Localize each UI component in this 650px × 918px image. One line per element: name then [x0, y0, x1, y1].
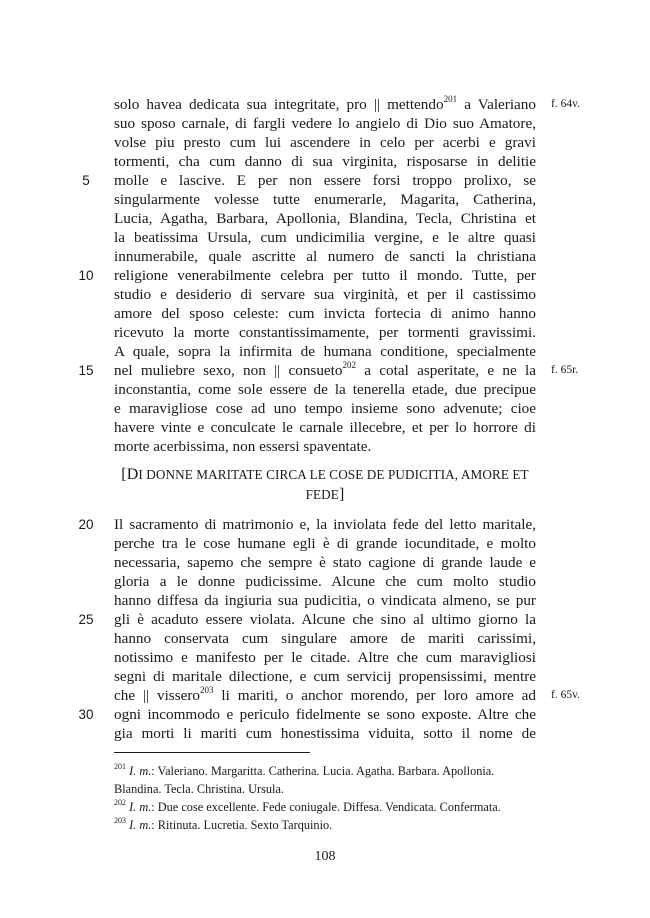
text-line: necessaria, sapemo che sempre è stato cagione di grande laude e: [114, 554, 536, 571]
text-line: molle e lascive. E per non essere forsi troppo prolixo, se: [114, 172, 536, 189]
text-line: singularmente volesse tutte enumerarle, Magarita, Catherina,: [114, 191, 536, 208]
footnote-ref[interactable]: 202: [342, 359, 356, 370]
line-number: 25: [78, 612, 94, 627]
text-line: la beatissima Ursula, cum undicimilia vergine, e le altre quasi: [114, 229, 536, 246]
folio-marker: f. 65r.: [551, 364, 579, 376]
section-heading-line-2: FEDE]: [305, 486, 345, 503]
text-line: gloria a le donne pudicissime. Alcune che cum molto studio: [114, 573, 536, 590]
text-line: solo havea dedicata sua integritate, pro || mettendo$^{201}$ a Valeriano: [114, 93, 536, 113]
text-line: hanno conservata cum singulare amore de mariti carissimi,: [114, 630, 536, 647]
footnote-202: $^{202}$ I. m.: Due cose excellente. Fede coniugale. Diffesa. Vendicata. Confermata.: [114, 797, 501, 814]
page-number: 108: [314, 849, 336, 864]
text-line: perche tra le cose humane egli è di grande iocunditade, e molto: [114, 535, 536, 552]
text-line: volse piu presto cum lui ascendere in celo per acerbi e gravi: [114, 134, 536, 151]
text-line: e maravigliose cose ad uno tempo insieme sono advenute; cioe: [114, 400, 536, 417]
text-line: tormenti, cha cum danno di sua virginita, risposarse in delitie: [114, 153, 536, 170]
text-line: ogni incommodo e periculo fidelmente se sono exposte. Altre che: [114, 706, 536, 723]
text-line: gia morti li mariti cum honestissima viduita, sotto il nome de: [114, 725, 536, 742]
footnote-203: $^{203}$ I. m.: Ritinuta. Lucretia. Sexto Tarquinio.: [114, 815, 333, 832]
text-line: hanno diffesa da ingiuria sua pudicitia, o vindicata almeno, se pur: [114, 592, 536, 609]
text-line: A quale, sopra la infirmita de humana conditione, specialmente: [114, 343, 536, 360]
text-line: nel muliebre sexo, non || consueto$^{202}$ a cotal asperitate, e ne la: [114, 359, 536, 379]
line-number: 20: [78, 517, 94, 532]
text-line: inconstantia, come sole essere de la tenerella etade, due precipue: [114, 381, 536, 398]
text-line: segni di maritale dilectione, e cum servicij propensissimi, mentre: [114, 668, 536, 685]
line-number: 5: [82, 173, 90, 188]
line-number: 15: [78, 363, 94, 378]
text-line: religione venerabilmente celebra per tutto il mondo. Tutte, per: [114, 267, 536, 284]
line-number: 10: [78, 268, 94, 283]
footnote-201-continued: Blandina. Tecla. Christina. Ursula.: [114, 782, 285, 796]
folio-marker: f. 64v.: [551, 98, 580, 110]
text-line: Il sacramento di matrimonio e, la inviolata fede del letto maritale,: [114, 516, 536, 533]
footnote-divider: [114, 752, 310, 753]
text-line: suo sposo carnale, di fargli vedere lo angielo di Dio suo Amatore,: [114, 115, 536, 132]
text-line: ricevuto la morte constantissimamente, per tormenti gravissimi.: [114, 324, 536, 341]
footnote-ref[interactable]: 203: [200, 684, 214, 695]
text-line: gli è acaduto essere violata. Alcune che sino al ultimo giorno la: [114, 611, 536, 628]
text-line: morte acerbissima, non essersi spaventate.: [114, 438, 372, 455]
text-line: innumerabile, quale ascritte al numero de sancti la christiana: [114, 248, 536, 265]
text-line: studio e desiderio di servare sua virginità, et per il castissimo: [114, 286, 536, 303]
footnote-ref[interactable]: 201: [443, 93, 458, 104]
text-line: amore del sposo celeste: cum invicta fortecia di animo hanno: [114, 305, 536, 322]
folio-marker: f. 65v.: [551, 689, 580, 701]
line-number: 30: [78, 707, 94, 722]
text-line: Lucia, Agatha, Barbara, Apollonia, Blandina, Tecla, Christina et: [114, 210, 536, 227]
text-line: notissimo e manifesto per le citade. Altre che cum maravigliosi: [114, 649, 536, 666]
text-line: havere vinte e conculcate le carnale illecebre, et per lo horrore di: [114, 419, 536, 436]
section-heading: [DI DONNE MARITATE CIRCA LE COSE DE PUDICITIA, AMORE ET: [121, 466, 529, 483]
text-line: che || vissero$^{203}$ li mariti, o anchor morendo, per loro amore ad: [114, 684, 536, 704]
footnote-201: $^{201}$ I. m.: Valeriano. Margaritta. Catherina. Lucia. Agatha. Barbara. Apollonia.: [114, 761, 495, 778]
